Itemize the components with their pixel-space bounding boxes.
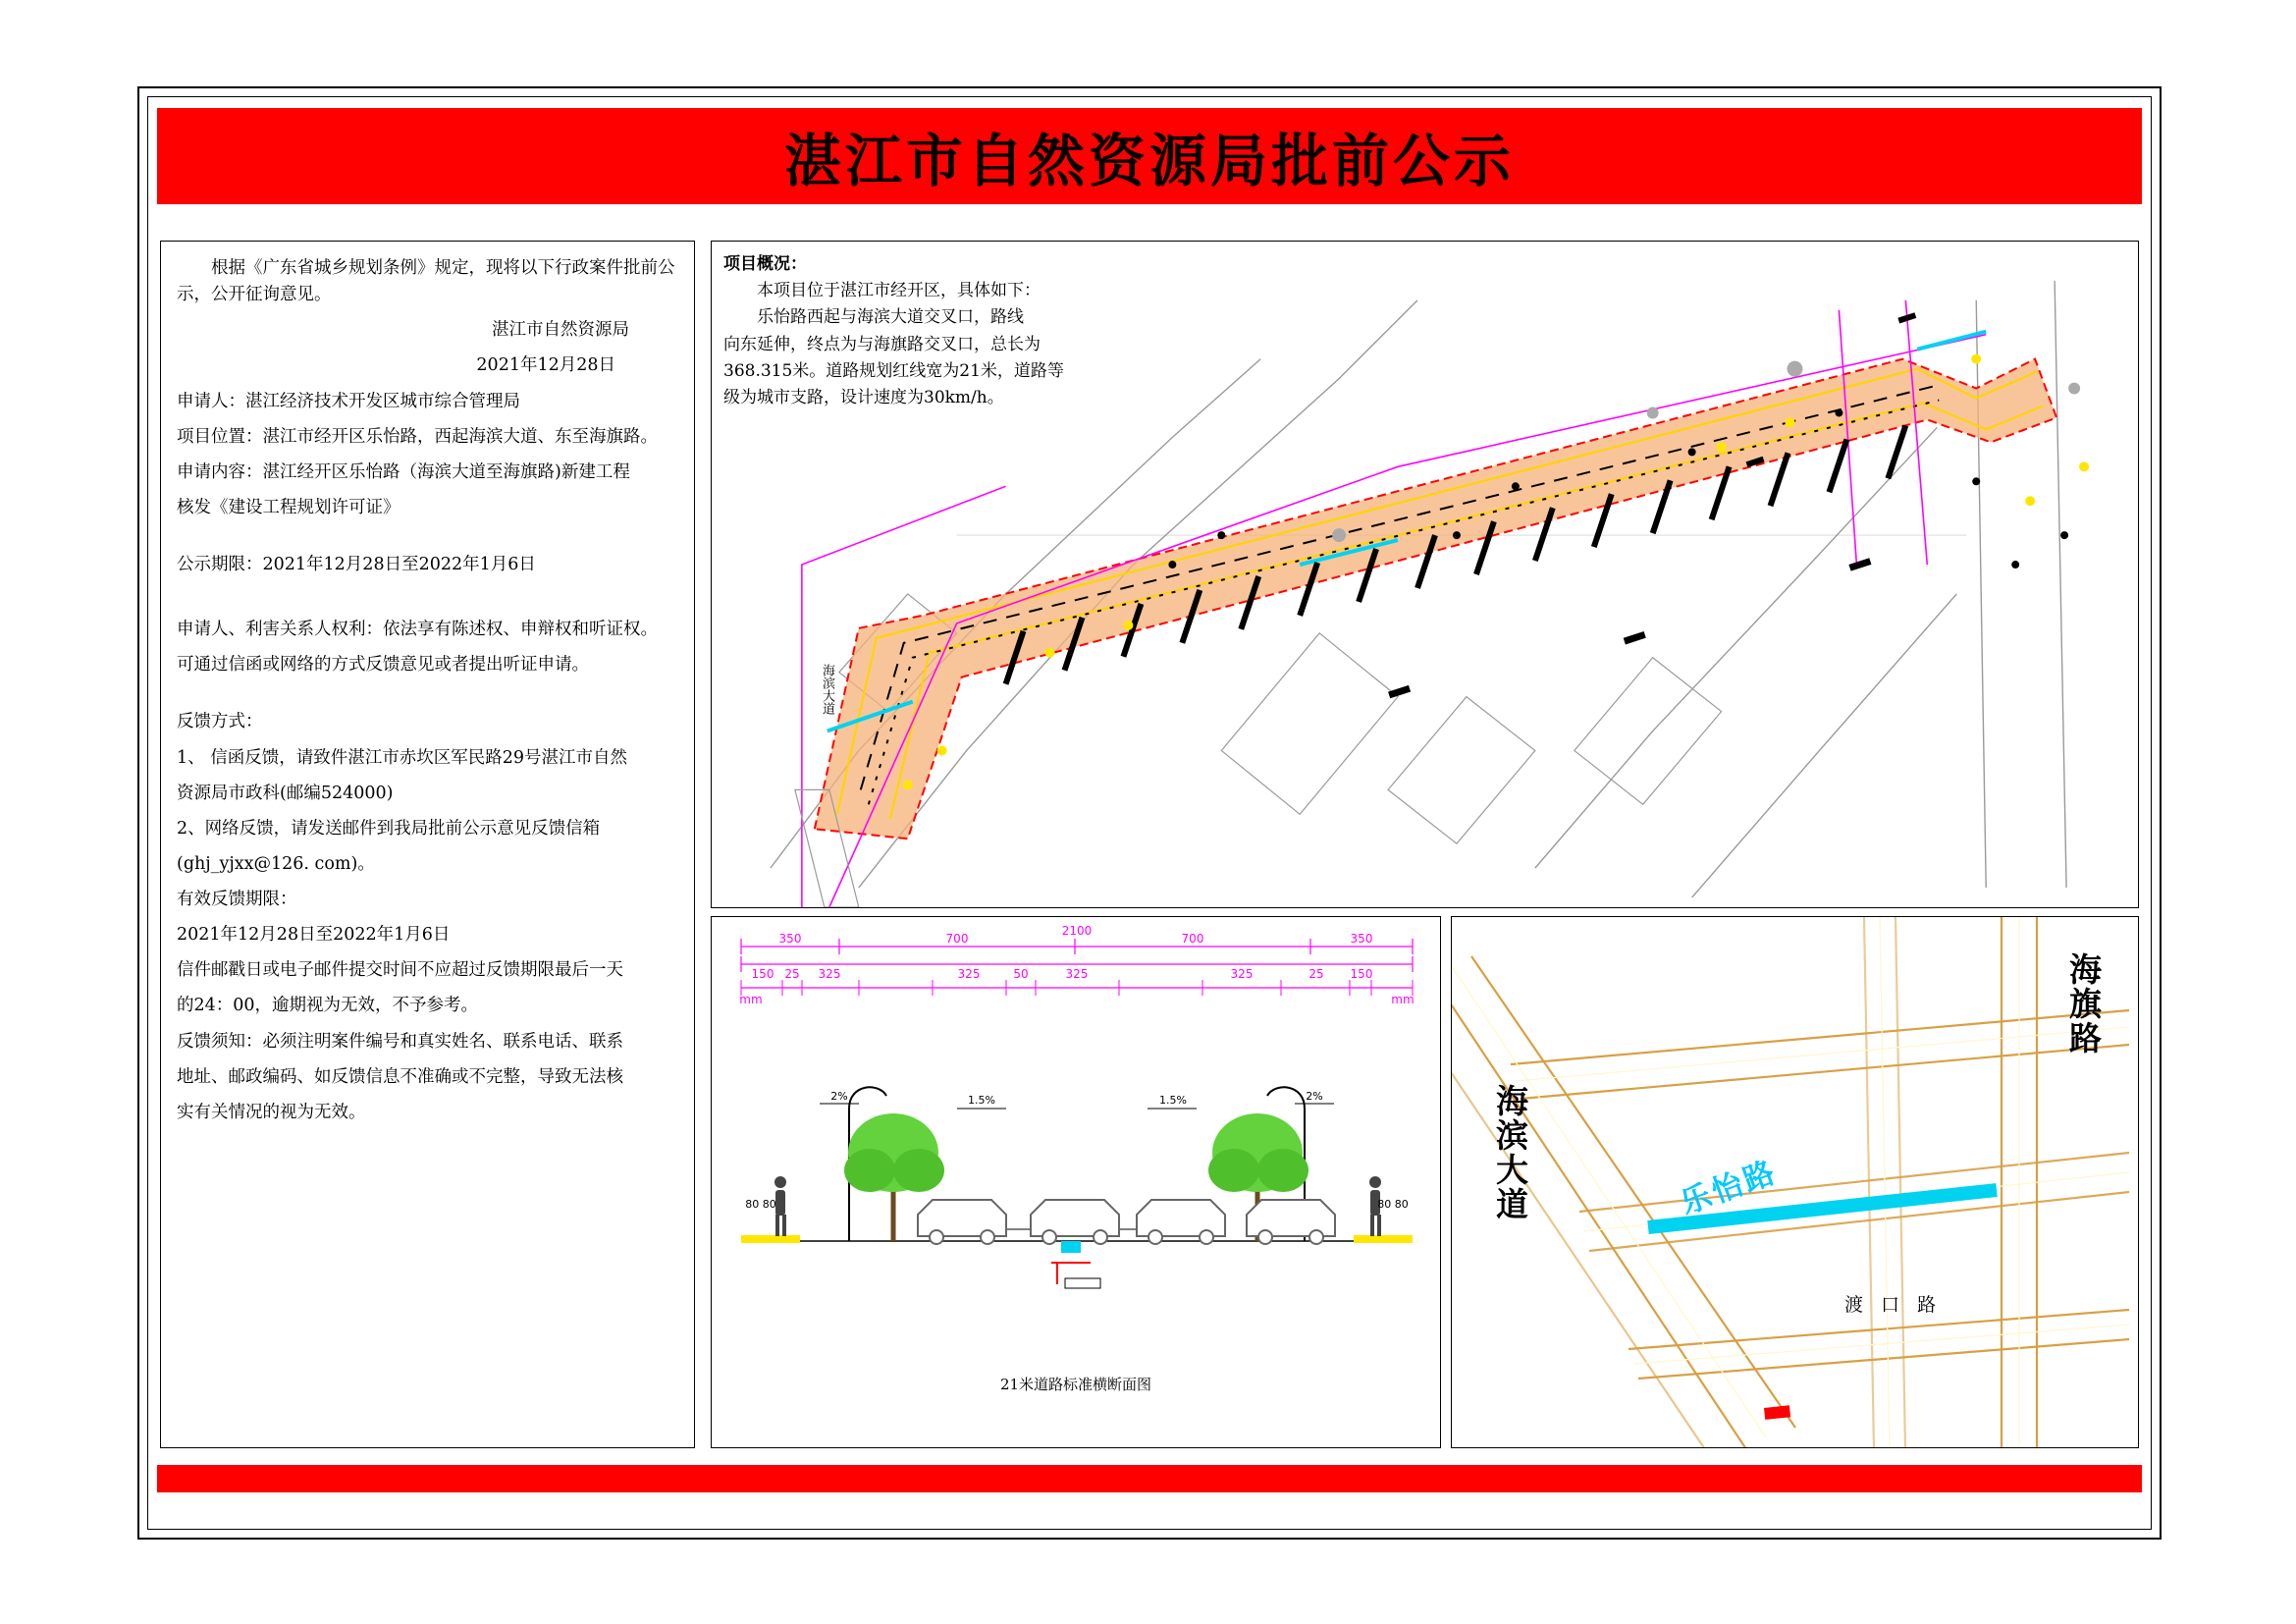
cross-section-drawing (712, 917, 1441, 1408)
svg-text:mm: mm (739, 993, 763, 1006)
svg-text:50: 50 (1013, 967, 1029, 981)
overview-line-5: 级为城市支路，设计速度为30km/h。 (723, 387, 1004, 407)
overview-line-3: 向东延伸，终点为与海旗路交叉口，总长为 (723, 334, 1041, 354)
road-corridor (815, 359, 2056, 839)
svg-text:325: 325 (957, 967, 981, 981)
svg-text:80 80: 80 80 (1377, 1198, 1409, 1211)
svg-text:1.5%: 1.5% (968, 1094, 995, 1107)
bottom-red-bar (157, 1465, 2142, 1492)
keymap-roads (1452, 917, 2129, 1448)
key-map-panel (1451, 916, 2139, 1448)
page-title: 湛江市自然资源局批前公示 (783, 128, 1515, 194)
slope-marks (820, 1104, 1334, 1109)
key-map-drawing (1452, 917, 2139, 1448)
notice-content-line2: 核发《建设工程规划许可证》 (177, 497, 400, 517)
notice-intro: 根据《广东省城乡规划条例》规定，现将以下行政案件批前公示，公开征询意见。 (177, 258, 675, 305)
svg-text:mm: mm (1391, 993, 1415, 1006)
keymap-label-dukou: 渡 口 路 (1844, 1294, 1943, 1316)
svg-text:700: 700 (945, 932, 969, 946)
title-banner (157, 108, 2142, 204)
feedback-mail-line2: 资源局市政科(邮编524000) (177, 783, 394, 803)
feedback-online-line1: 2、网络反馈，请发送邮件到我局批前公示意见反馈信箱 (177, 818, 601, 839)
keymap-road-fill (1452, 917, 2129, 1448)
slope-text (745, 1090, 1409, 1211)
spacer-3 (177, 687, 678, 709)
feedback-title: 反馈方式： (177, 712, 263, 732)
keymap-red-mark (1764, 1405, 1790, 1420)
notice-applicant: 申请人：湛江经济技术开发区城市综合管理局 (177, 391, 520, 411)
svg-text:150: 150 (751, 967, 774, 981)
notice-publicity-period: 公示期限：2021年12月28日至2022年1月6日 (177, 555, 536, 574)
svg-text:25: 25 (1308, 967, 1324, 981)
spacer-1 (177, 530, 678, 552)
map-symbols (1168, 312, 2068, 698)
cross-section-panel (711, 916, 1441, 1448)
site-plan-panel (711, 241, 2139, 908)
cross-section-ticks (1006, 425, 1906, 683)
svg-text:700: 700 (1181, 932, 1204, 946)
street-name-haibin: 海滨大道 (820, 664, 834, 715)
keymap-label-haibin: 海滨大道 (1491, 1084, 1529, 1221)
feedback-mail-line1: 1、 信函反馈，请致件湛江市赤坎区军民路29号湛江市自然 (177, 747, 627, 768)
notice-rights-2: 可通过信函或网络的方式反馈意见或者提出听证申请。 (177, 655, 589, 676)
svg-text:2%: 2% (1306, 1090, 1323, 1103)
svg-text:325: 325 (1230, 967, 1254, 981)
section-caption: 21米道路标准横断面图 (999, 1376, 1152, 1393)
valid-note-line1: 信件邮戳日或电子邮件提交时间不应超过反馈期限最后一天 (177, 960, 623, 981)
spacer-2 (177, 587, 678, 617)
notice-issue-date: 2021年12月28日 (476, 355, 615, 376)
must-know-line3: 实有关情况的视为无效。 (177, 1102, 366, 1122)
notice-rights: 申请人、利害关系人权利：依法享有陈述权、申辩权和听证权。 (177, 620, 658, 640)
valid-period-title: 有效反馈期限： (177, 890, 297, 909)
notice-location: 项目位置：湛江市经开区乐怡路，西起海滨大道、东至海旗路。 (177, 426, 658, 447)
dimension-text (739, 924, 1414, 1006)
pipe-detail (1051, 1241, 1100, 1288)
project-overview-text (723, 251, 1116, 411)
svg-text:150: 150 (1350, 967, 1373, 981)
valid-note-line2: 的24：00，逾期视为无效，不予参考。 (177, 996, 479, 1016)
svg-text:2%: 2% (830, 1090, 848, 1103)
overview-line-4: 368.315米。道路规划红线宽为21米，道路等 (723, 360, 1064, 381)
vehicles (918, 1200, 1335, 1244)
valid-period-value: 2021年12月28日至2022年1月6日 (177, 925, 451, 946)
overview-line-1: 本项目位于湛江市经开区，具体如下： (757, 281, 1041, 301)
overview-line-2: 乐怡路西起与海滨大道交叉口，路线 (757, 307, 1024, 328)
must-know-line1: 反馈须知：必须注明案件编号和真实姓名、联系电话、联系 (177, 1031, 623, 1052)
svg-text:350: 350 (778, 932, 802, 946)
svg-text:325: 325 (818, 967, 841, 981)
must-know-line2: 地址、邮政编码、如反馈信息不准确或不完整，导致无法核 (177, 1066, 623, 1087)
svg-text:350: 350 (1350, 932, 1373, 946)
svg-text:25: 25 (784, 967, 800, 981)
notice-issuer: 湛江市自然资源局 (492, 320, 629, 341)
svg-text:80 80: 80 80 (745, 1198, 776, 1211)
feedback-online-email: (ghj_yjxx@126. com)。 (177, 853, 375, 874)
notice-content-line1: 申请内容：湛江经开区乐怡路（海滨大道至海旗路)新建工程 (177, 461, 630, 482)
overview-title: 项目概况： (723, 254, 807, 274)
svg-text:325: 325 (1065, 967, 1089, 981)
notice-panel (160, 241, 695, 1448)
keymap-label-project: 乐怡路 (1676, 1154, 1783, 1222)
svg-text:1.5%: 1.5% (1159, 1094, 1187, 1107)
keymap-label-haiqi: 海旗路 (2064, 952, 2103, 1056)
svg-text:2100: 2100 (1061, 924, 1093, 938)
